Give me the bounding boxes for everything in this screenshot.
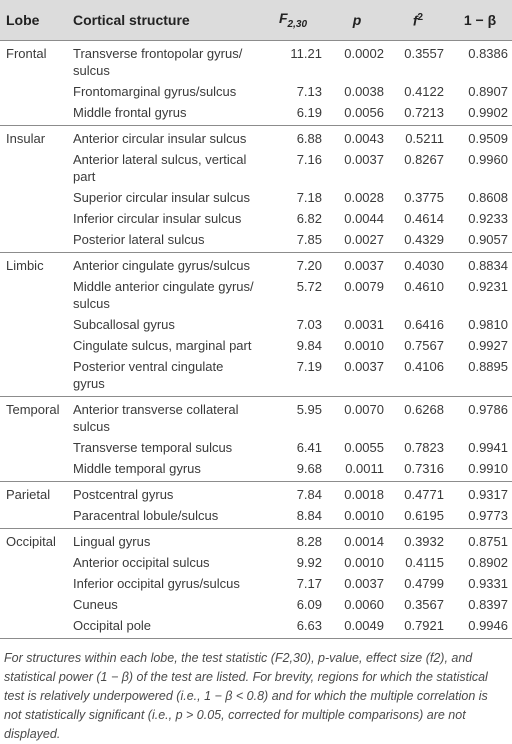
cell-effect-size: 0.5211 bbox=[388, 126, 448, 150]
table-row bbox=[0, 253, 512, 277]
cell-power: 0.8907 bbox=[468, 84, 508, 99]
cell-effect-size: 0.7921 bbox=[404, 618, 444, 633]
cell-power: 0.9941 bbox=[468, 440, 508, 455]
cell-f-statistic: 6.41 bbox=[296, 440, 322, 455]
cell-effect-size: 0.4106 bbox=[404, 359, 444, 374]
cell-f-statistic: 8.84 bbox=[296, 508, 322, 523]
cell-lobe bbox=[0, 573, 67, 594]
cell-p-value: 0.0037 bbox=[344, 152, 384, 167]
cell-f-statistic: 6.63 bbox=[296, 618, 322, 633]
cell-p-value: 0.0028 bbox=[344, 190, 384, 205]
cell-structure: Cuneus bbox=[73, 597, 118, 612]
cell-f-statistic: 7.03 bbox=[296, 317, 322, 332]
cell-f-statistic: 7.19 bbox=[296, 359, 322, 374]
header-f2-symbol: f bbox=[412, 12, 418, 29]
cell-p-value: 0.0002 bbox=[344, 46, 384, 61]
header-f2-superscript: 2 bbox=[417, 11, 424, 23]
cell-structure: Lingual gyrus bbox=[67, 529, 260, 553]
cell-lobe bbox=[0, 187, 67, 208]
cell-structure: Posterior lateral sulcus bbox=[73, 232, 205, 247]
cell-power: 0.9927 bbox=[468, 338, 508, 353]
cell-f-statistic: 9.68 bbox=[296, 461, 322, 476]
cell-f-statistic: 9.84 bbox=[296, 338, 322, 353]
table-row bbox=[0, 102, 512, 126]
cell-p-value: 0.0031 bbox=[344, 317, 384, 332]
table-row bbox=[0, 505, 512, 529]
cell-lobe: Parietal bbox=[0, 482, 67, 506]
cell-power: 0.9317 bbox=[448, 482, 512, 506]
cell-lobe bbox=[0, 208, 67, 229]
cell-power: 0.8397 bbox=[468, 597, 508, 612]
cell-f-statistic: 6.09 bbox=[296, 597, 322, 612]
table-row bbox=[0, 458, 512, 482]
cell-lobe bbox=[0, 81, 67, 102]
table-row bbox=[0, 615, 512, 638]
cell-effect-size: 0.6416 bbox=[404, 317, 444, 332]
cell-effect-size: 0.7823 bbox=[404, 440, 444, 455]
cell-p-value: 0.0037 bbox=[344, 576, 384, 591]
cell-effect-size: 0.3775 bbox=[404, 190, 444, 205]
cell-effect-size: 0.3932 bbox=[388, 529, 448, 553]
cell-power: 0.9057 bbox=[468, 232, 508, 247]
cell-power: 0.9331 bbox=[468, 576, 508, 591]
cell-f-statistic: 5.72 bbox=[296, 279, 322, 294]
cell-structure: Superior circular insular sulcus bbox=[73, 190, 251, 205]
table-row bbox=[0, 41, 512, 82]
cell-power: 0.9960 bbox=[468, 152, 508, 167]
cell-effect-size: 0.8267 bbox=[404, 152, 444, 167]
header-structure: Cortical structure bbox=[67, 0, 260, 41]
cell-lobe: Occipital bbox=[0, 529, 67, 553]
cell-f-statistic: 7.85 bbox=[296, 232, 322, 247]
header-f-subscript: 2,30 bbox=[287, 18, 308, 30]
cell-structure: Anterior transverse collateral sulcus bbox=[67, 397, 260, 438]
cell-power: 0.8895 bbox=[468, 359, 508, 374]
table-row bbox=[0, 356, 512, 397]
table-row bbox=[0, 529, 512, 553]
cell-structure: Inferior circular insular sulcus bbox=[73, 211, 242, 226]
cell-p-value: 0.0027 bbox=[344, 232, 384, 247]
cell-f-statistic: 7.17 bbox=[296, 576, 322, 591]
cell-f-statistic: 7.13 bbox=[296, 84, 322, 99]
cell-structure: Middle anterior cingulate gyrus/ sulcus bbox=[73, 279, 254, 311]
cell-effect-size: 0.4122 bbox=[404, 84, 444, 99]
table-row bbox=[0, 149, 512, 187]
table-row bbox=[0, 187, 512, 208]
table-row bbox=[0, 208, 512, 229]
cell-structure: Frontomarginal gyrus/sulcus bbox=[73, 84, 237, 99]
cell-structure: Transverse frontopolar gyrus/ sulcus bbox=[73, 46, 243, 78]
cell-lobe: Limbic bbox=[0, 253, 67, 277]
cell-power: 0.9902 bbox=[468, 105, 508, 120]
table-row bbox=[0, 81, 512, 102]
cell-structure: Transverse temporal sulcus bbox=[73, 440, 233, 455]
cell-effect-size: 0.4799 bbox=[404, 576, 444, 591]
table-row bbox=[0, 397, 512, 438]
header-f-symbol: F bbox=[278, 10, 288, 27]
cell-effect-size: 0.3567 bbox=[404, 597, 444, 612]
header-power: 1 − β bbox=[448, 0, 512, 41]
cell-p-value: 0.0010 bbox=[344, 508, 384, 523]
cell-f-statistic: 11.21 bbox=[290, 46, 322, 61]
table-row bbox=[0, 229, 512, 253]
cell-p-value: 0.0011 bbox=[345, 461, 384, 476]
cell-structure: Anterior circular insular sulcus bbox=[67, 126, 260, 150]
cell-structure: Paracentral lobule/sulcus bbox=[73, 508, 219, 523]
cell-structure: Anterior occipital sulcus bbox=[73, 555, 210, 570]
cell-lobe bbox=[0, 102, 67, 126]
header-f-statistic bbox=[260, 0, 326, 41]
cell-effect-size: 0.4610 bbox=[404, 279, 444, 294]
cell-lobe bbox=[0, 552, 67, 573]
table-row bbox=[0, 482, 512, 506]
cell-structure: Anterior lateral sulcus, vertical part bbox=[73, 152, 247, 184]
cell-effect-size: 0.7567 bbox=[404, 338, 444, 353]
cell-power: 0.9946 bbox=[468, 618, 508, 633]
cell-f-statistic: 9.92 bbox=[296, 555, 322, 570]
cell-f-statistic: 5.95 bbox=[260, 397, 326, 438]
cell-p-value: 0.0018 bbox=[326, 482, 388, 506]
cell-p-value: 0.0044 bbox=[344, 211, 384, 226]
cell-lobe bbox=[0, 615, 67, 638]
cell-power: 0.9810 bbox=[468, 317, 508, 332]
cell-f-statistic: 7.84 bbox=[260, 482, 326, 506]
cell-structure: Subcallosal gyrus bbox=[73, 317, 175, 332]
cell-p-value: 0.0079 bbox=[344, 279, 384, 294]
cell-f-statistic: 6.82 bbox=[296, 211, 322, 226]
cell-effect-size: 0.7213 bbox=[404, 105, 444, 120]
table-footnote: For structures within each lobe, the test statistic (F2,30), p-value, effect size (f2), and statistical power (1 − β) of the test are listed. For brevity, regions for which the statistical test is relatively underpowered (i.e., 1 − β < 0.8) and for which the multiple correlation is not statistically significant (i.e., p > 0.05, corrected for multiple comparisons) are not displayed. bbox=[0, 638, 512, 744]
cell-effect-size: 0.4771 bbox=[388, 482, 448, 506]
cell-f-statistic: 7.20 bbox=[260, 253, 326, 277]
cell-lobe bbox=[0, 229, 67, 253]
table-row bbox=[0, 276, 512, 314]
cell-lobe: Insular bbox=[0, 126, 67, 150]
cell-p-value: 0.0038 bbox=[344, 84, 384, 99]
cell-power: 0.9910 bbox=[468, 461, 508, 476]
cell-power: 0.8386 bbox=[468, 46, 508, 61]
cell-lobe bbox=[0, 335, 67, 356]
cell-structure: Cingulate sulcus, marginal part bbox=[73, 338, 252, 353]
table-row bbox=[0, 437, 512, 458]
cell-p-value: 0.0037 bbox=[344, 359, 384, 374]
cell-p-value: 0.0055 bbox=[344, 440, 384, 455]
cell-effect-size: 0.4614 bbox=[404, 211, 444, 226]
cell-p-value: 0.0056 bbox=[344, 105, 384, 120]
cell-effect-size: 0.4030 bbox=[388, 253, 448, 277]
cell-power: 0.9509 bbox=[448, 126, 512, 150]
cell-lobe: Frontal bbox=[6, 46, 47, 61]
cell-p-value: 0.0043 bbox=[326, 126, 388, 150]
table-row bbox=[0, 552, 512, 573]
cell-lobe bbox=[0, 594, 67, 615]
cell-lobe bbox=[0, 276, 67, 314]
cell-structure: Occipital pole bbox=[73, 618, 152, 633]
cell-lobe: Temporal bbox=[0, 397, 67, 438]
cell-lobe bbox=[0, 437, 67, 458]
cell-effect-size: 0.7316 bbox=[404, 461, 444, 476]
cell-power: 0.9786 bbox=[448, 397, 512, 438]
cell-power: 0.8902 bbox=[468, 555, 508, 570]
cell-effect-size: 0.6268 bbox=[388, 397, 448, 438]
cell-effect-size: 0.3557 bbox=[404, 46, 444, 61]
header-p-symbol: p bbox=[352, 12, 362, 28]
table-row bbox=[0, 335, 512, 356]
cell-f-statistic: 6.19 bbox=[296, 105, 322, 120]
cell-p-value: 0.0014 bbox=[326, 529, 388, 553]
cell-structure: Anterior cingulate gyrus/sulcus bbox=[67, 253, 260, 277]
cell-effect-size: 0.4115 bbox=[405, 555, 444, 570]
table-row bbox=[0, 594, 512, 615]
cell-power: 0.8608 bbox=[468, 190, 508, 205]
cell-f-statistic: 7.18 bbox=[296, 190, 322, 205]
cell-p-value: 0.0010 bbox=[344, 338, 384, 353]
cell-lobe bbox=[0, 505, 67, 529]
cell-p-value: 0.0070 bbox=[326, 397, 388, 438]
cell-effect-size: 0.4329 bbox=[404, 232, 444, 247]
cell-p-value: 0.0060 bbox=[344, 597, 384, 612]
cell-structure: Inferior occipital gyrus/sulcus bbox=[73, 576, 240, 591]
cell-power: 0.9233 bbox=[468, 211, 508, 226]
table-row bbox=[0, 126, 512, 150]
cell-f-statistic: 7.16 bbox=[296, 152, 322, 167]
table-header bbox=[0, 0, 512, 41]
header-p-value bbox=[326, 0, 388, 41]
cell-p-value: 0.0037 bbox=[326, 253, 388, 277]
header-lobe: Lobe bbox=[0, 0, 67, 41]
cell-structure: Postcentral gyrus bbox=[67, 482, 260, 506]
cell-f-statistic: 8.28 bbox=[260, 529, 326, 553]
table-row bbox=[0, 314, 512, 335]
cell-power: 0.9773 bbox=[468, 508, 508, 523]
table-row bbox=[0, 573, 512, 594]
table-body bbox=[0, 41, 512, 639]
cell-lobe bbox=[0, 314, 67, 335]
cell-f-statistic: 6.88 bbox=[260, 126, 326, 150]
cell-structure: Middle frontal gyrus bbox=[73, 105, 187, 120]
cell-power: 0.8751 bbox=[448, 529, 512, 553]
cell-lobe bbox=[0, 458, 67, 482]
cell-p-value: 0.0049 bbox=[344, 618, 384, 633]
cell-effect-size: 0.6195 bbox=[404, 508, 444, 523]
cell-power: 0.8834 bbox=[448, 253, 512, 277]
cell-structure: Posterior ventral cingulate gyrus bbox=[73, 359, 224, 391]
cell-lobe bbox=[0, 149, 67, 187]
cell-power: 0.9231 bbox=[468, 279, 508, 294]
cell-lobe bbox=[0, 356, 67, 397]
cell-p-value: 0.0010 bbox=[344, 555, 384, 570]
cell-structure: Middle temporal gyrus bbox=[73, 461, 201, 476]
header-effect-size bbox=[388, 0, 448, 41]
